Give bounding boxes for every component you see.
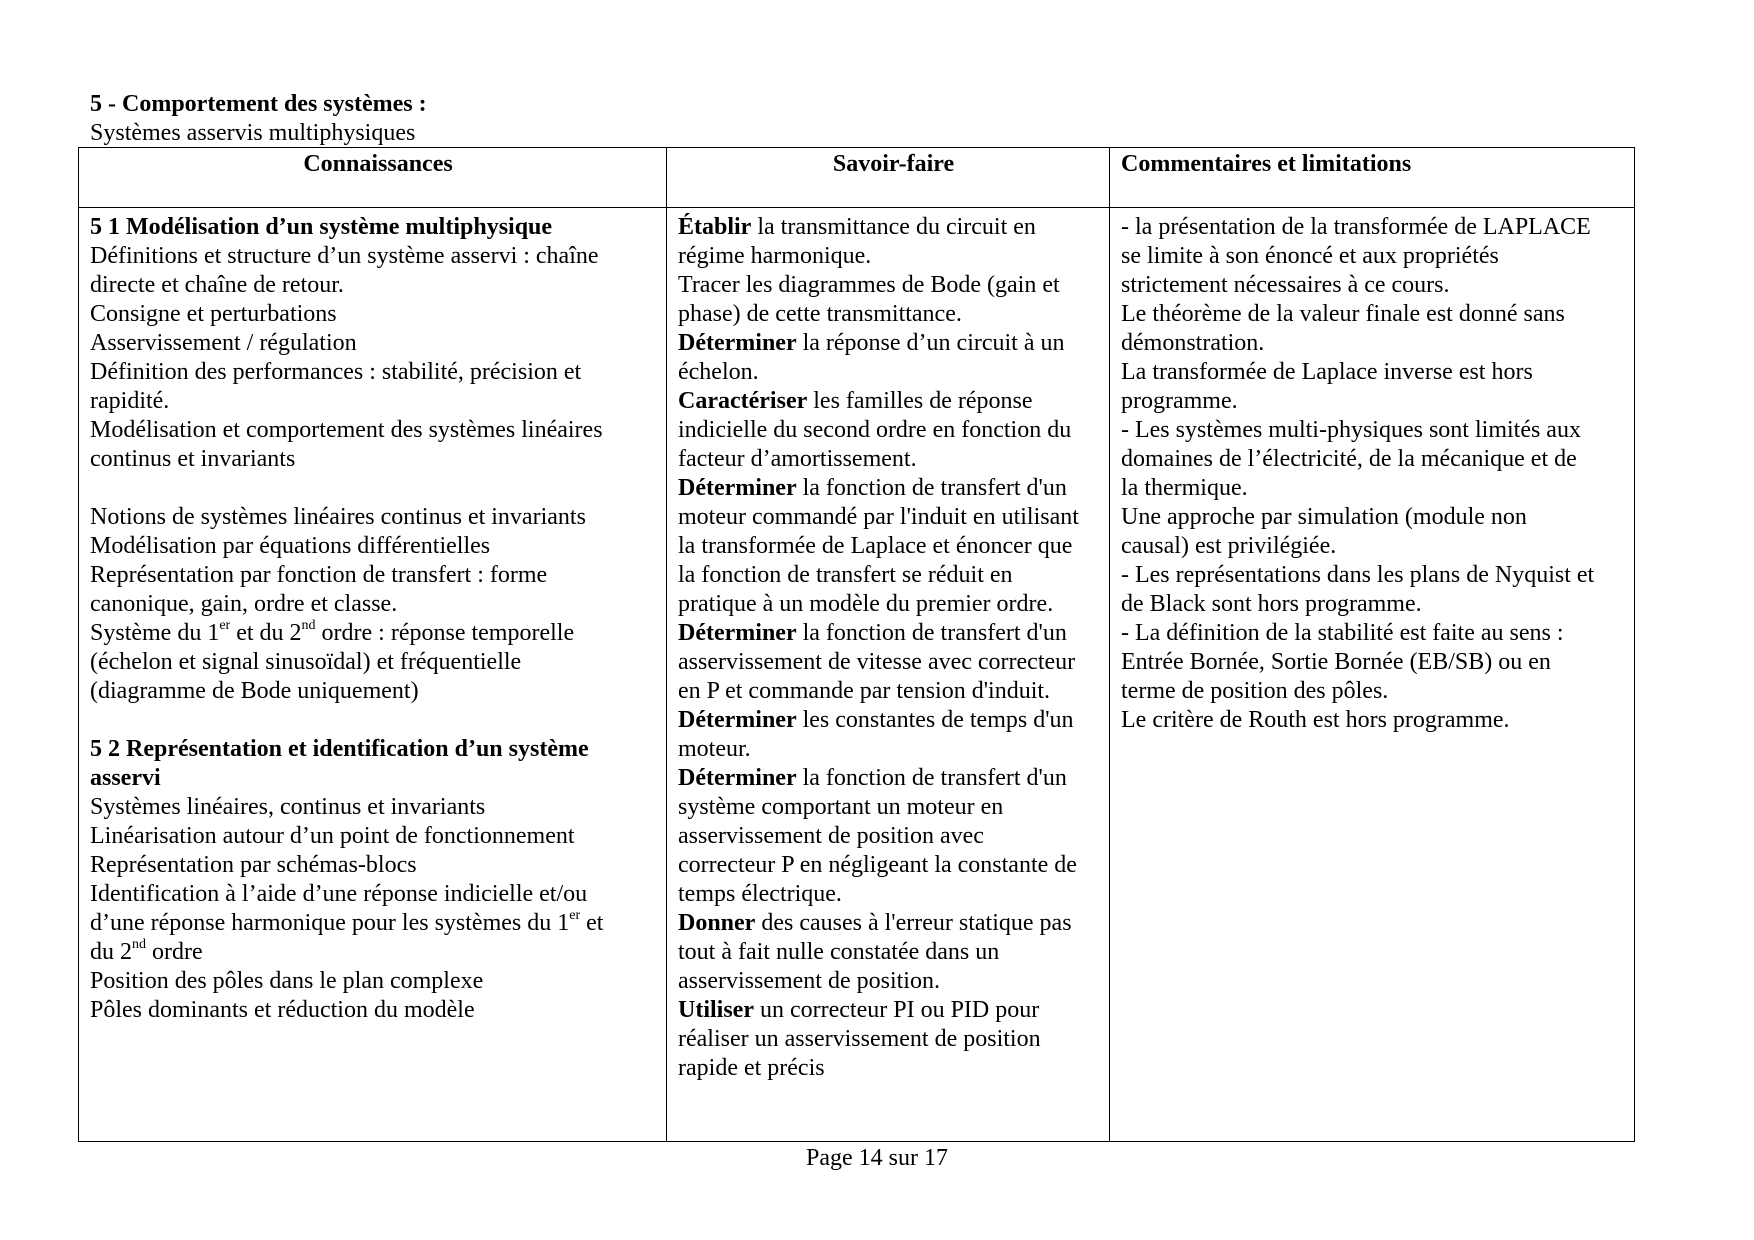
text-line: rapide et précis — [678, 1055, 825, 1081]
text-line: Une approche par simulation (module non — [1121, 504, 1527, 530]
text-line: Utiliser un correcteur PI ou PID pour — [678, 997, 1040, 1023]
text-line: Système du 1er et du 2nd ordre : réponse temporelle — [90, 618, 575, 646]
page-number: Page 14 sur 17 — [806, 1145, 948, 1171]
text-line: Déterminer la fonction de transfert d'un — [678, 620, 1067, 646]
text-line: de Black sont hors programme. — [1121, 591, 1422, 617]
text-line: Représentation par fonction de transfert : forme — [90, 562, 548, 588]
text-line: système comportant un moteur en — [678, 794, 1004, 820]
text-line: Entrée Bornée, Sortie Bornée (EB/SB) ou en — [1121, 649, 1551, 675]
text-line: tout à fait nulle constatée dans un — [678, 939, 1000, 965]
cell-commentaires — [1110, 208, 1635, 1142]
text-line: temps électrique. — [678, 881, 842, 907]
text-line: strictement nécessaires à ce cours. — [1121, 272, 1450, 298]
text-line: du 2nd ordre — [90, 937, 203, 965]
text-line: Déterminer la fonction de transfert d'un — [678, 475, 1067, 501]
text-line: - Les systèmes multi-physiques sont limités aux — [1121, 417, 1581, 443]
header-connaissances: Connaissances — [79, 148, 667, 208]
text-line: - Les représentations dans les plans de Nyquist et — [1121, 562, 1595, 588]
text-line: la fonction de transfert se réduit en — [678, 562, 1013, 588]
text-line: indicielle du second ordre en fonction du — [678, 417, 1072, 443]
text-line: asservissement de position. — [678, 968, 940, 994]
text-line: Caractériser les familles de réponse — [678, 388, 1033, 414]
text-line: se limite à son énoncé et aux propriétés — [1121, 243, 1499, 269]
cell-savoir-faire — [667, 208, 1110, 1142]
text-line: Position des pôles dans le plan complexe — [90, 968, 484, 994]
text-line: Établir la transmittance du circuit en — [678, 214, 1036, 240]
text-line: Pôles dominants et réduction du modèle — [90, 997, 475, 1023]
header-savoir-faire: Savoir-faire — [667, 148, 1110, 208]
header-commentaires: Commentaires et limitations — [1110, 148, 1635, 208]
text-line: la transformée de Laplace et énoncer que — [678, 533, 1073, 559]
text-line: asservissement de position avec — [678, 823, 984, 849]
text-line: Déterminer la fonction de transfert d'un — [678, 765, 1067, 791]
section-title: 5 - Comportement des systèmes : — [90, 91, 427, 117]
text-line: Le théorème de la valeur finale est donné sans — [1121, 301, 1565, 327]
text-line: moteur. — [678, 736, 751, 762]
text-line: - La définition de la stabilité est faite au sens : — [1121, 620, 1564, 646]
text-line: Définition des performances : stabilité, précision et — [90, 359, 582, 385]
table-header-row — [79, 148, 1635, 208]
text-line: domaines de l’électricité, de la mécanique et de — [1121, 446, 1577, 472]
text-line: Modélisation par équations différentielles — [90, 533, 491, 559]
text-line: rapidité. — [90, 388, 170, 414]
program-table — [78, 147, 1635, 1142]
text-line: phase) de cette transmittance. — [678, 301, 962, 327]
text-line: directe et chaîne de retour. — [90, 272, 344, 298]
text-line: échelon. — [678, 359, 759, 385]
text-line: correcteur P en négligeant la constante de — [678, 852, 1077, 878]
text-line: Identification à l’aide d’une réponse indicielle et/ou — [90, 881, 588, 907]
table-row — [79, 208, 1635, 1142]
text-line: Consigne et perturbations — [90, 301, 337, 327]
text-line: Asservissement / régulation — [90, 330, 357, 356]
text-line: Tracer les diagrammes de Bode (gain et — [678, 272, 1060, 298]
section-subtitle: Systèmes asservis multiphysiques — [90, 120, 416, 146]
text-line: réaliser un asservissement de position — [678, 1026, 1041, 1052]
text-line: facteur d’amortissement. — [678, 446, 917, 472]
text-line: d’une réponse harmonique pour les systèmes du 1er et — [90, 908, 604, 936]
heading-5-2: 5 2 Représentation et identification d’un système — [90, 736, 589, 762]
text-line: programme. — [1121, 388, 1238, 414]
text-line: canonique, gain, ordre et classe. — [90, 591, 398, 617]
cell-connaissances — [79, 208, 667, 1142]
text-line: (diagramme de Bode uniquement) — [90, 678, 419, 704]
text-line: terme de position des pôles. — [1121, 678, 1389, 704]
text-line: démonstration. — [1121, 330, 1265, 356]
text-line: - la présentation de la transformée de LAPLACE — [1121, 214, 1591, 240]
text-line: la thermique. — [1121, 475, 1248, 501]
text-line: causal) est privilégiée. — [1121, 533, 1337, 559]
text-line: pratique à un modèle du premier ordre. — [678, 591, 1054, 617]
text-line: Déterminer les constantes de temps d'un — [678, 707, 1074, 733]
heading-5-2-cont: asservi — [90, 765, 161, 791]
text-line: Notions de systèmes linéaires continus et invariants — [90, 504, 586, 530]
text-line: moteur commandé par l'induit en utilisant — [678, 504, 1079, 530]
text-line: continus et invariants — [90, 446, 296, 472]
text-line: asservissement de vitesse avec correcteur — [678, 649, 1076, 675]
text-line: Le critère de Routh est hors programme. — [1121, 707, 1510, 733]
text-line: Modélisation et comportement des systèmes linéaires — [90, 417, 603, 443]
text-line: en P et commande par tension d'induit. — [678, 678, 1051, 704]
text-line: Donner des causes à l'erreur statique pas — [678, 910, 1072, 936]
text-line: Définitions et structure d’un système asservi : chaîne — [90, 243, 599, 269]
heading-5-1: 5 1 Modélisation d’un système multiphysique — [90, 214, 553, 240]
text-line: La transformée de Laplace inverse est hors — [1121, 359, 1533, 385]
text-line: régime harmonique. — [678, 243, 872, 269]
text-line: (échelon et signal sinusoïdal) et fréquentielle — [90, 649, 522, 675]
text-line: Représentation par schémas-blocs — [90, 852, 417, 878]
text-line: Systèmes linéaires, continus et invariants — [90, 794, 486, 820]
text-line: Linéarisation autour d’un point de fonctionnement — [90, 823, 575, 849]
text-line: Déterminer la réponse d’un circuit à un — [678, 330, 1065, 356]
